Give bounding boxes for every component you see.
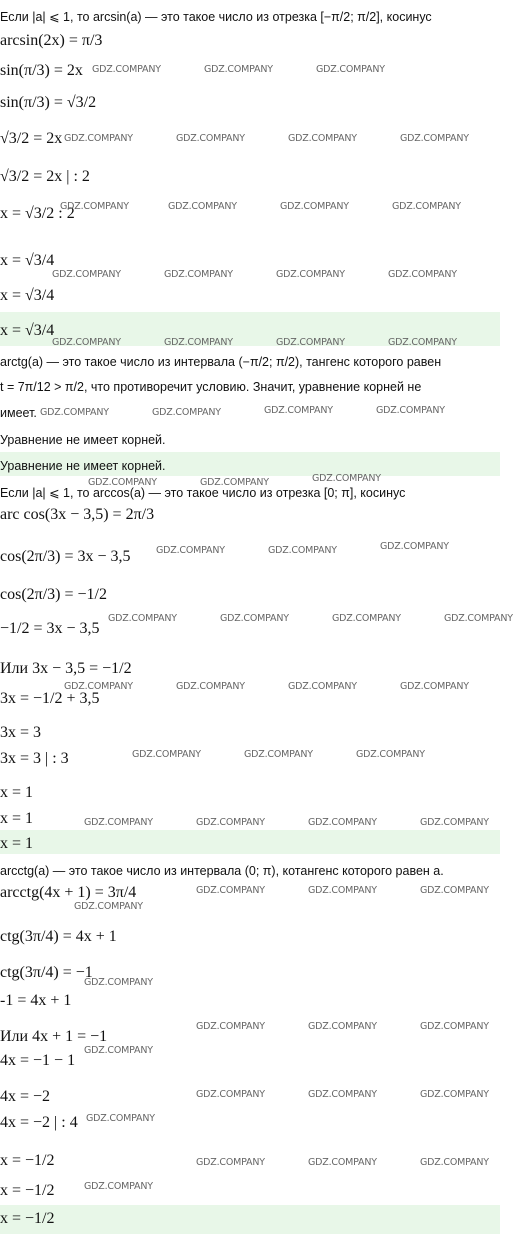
watermark: GDZ.COMPANY — [64, 681, 133, 692]
watermark: GDZ.COMPANY — [264, 405, 333, 416]
watermark: GDZ.COMPANY — [380, 541, 449, 552]
watermark: GDZ.COMPANY — [196, 1089, 265, 1100]
watermark: GDZ.COMPANY — [376, 405, 445, 416]
watermark: GDZ.COMPANY — [444, 613, 513, 624]
watermark: GDZ.COMPANY — [288, 681, 357, 692]
section1-line-4: √3/2 = 2x — [0, 130, 63, 147]
watermark: GDZ.COMPANY — [196, 1157, 265, 1168]
watermark: GDZ.COMPANY — [420, 1089, 489, 1100]
watermark: GDZ.COMPANY — [356, 749, 425, 760]
watermark: GDZ.COMPANY — [92, 64, 161, 75]
section4-line-7: 4x = −2 — [0, 1088, 51, 1105]
watermark: GDZ.COMPANY — [152, 407, 221, 418]
watermark: GDZ.COMPANY — [196, 817, 265, 828]
section4-line-10: x = −1/2 — [0, 1182, 55, 1199]
section4-answer: x = −1/2 — [0, 1210, 55, 1227]
watermark: GDZ.COMPANY — [420, 817, 489, 828]
section3-line-5: Или 3x − 3,5 = −1/2 — [0, 660, 132, 677]
watermark: GDZ.COMPANY — [40, 407, 109, 418]
section3-line-9: x = 1 — [0, 784, 34, 801]
watermark: GDZ.COMPANY — [74, 901, 143, 912]
watermark: GDZ.COMPANY — [84, 817, 153, 828]
watermark: GDZ.COMPANY — [52, 269, 121, 280]
watermark: GDZ.COMPANY — [88, 477, 157, 488]
section4-line-1: arcctg(4x + 1) = 3π/4 — [0, 884, 137, 901]
section4-line-5: Или 4x + 1 = −1 — [0, 1028, 108, 1045]
section3-line-4: −1/2 = 3x − 3,5 — [0, 620, 100, 637]
watermark: GDZ.COMPANY — [420, 885, 489, 896]
section4-intro: arcctg(a) — это такое число из интервала (0; π), котангенс которого равен a. — [0, 864, 444, 878]
section1-line-3: sin(π/3) = √3/2 — [0, 94, 97, 111]
watermark: GDZ.COMPANY — [84, 977, 153, 988]
section3-line-8: 3x = 3 | : 3 — [0, 750, 69, 767]
section3-line-6: 3x = −1/2 + 3,5 — [0, 690, 100, 707]
watermark: GDZ.COMPANY — [420, 1157, 489, 1168]
watermark: GDZ.COMPANY — [308, 1021, 377, 1032]
answer-highlight-4 — [0, 1205, 500, 1234]
section2-intro: arctg(a) — это такое число из интервала (−π/2; π/2), тангенс которого равен — [0, 355, 442, 369]
watermark: GDZ.COMPANY — [84, 1181, 153, 1192]
watermark: GDZ.COMPANY — [86, 1113, 155, 1124]
watermark: GDZ.COMPANY — [388, 269, 457, 280]
section1-line-6: x = √3/2 : 2 — [0, 205, 75, 222]
watermark: GDZ.COMPANY — [64, 133, 133, 144]
section2-line-3: Уравнение не имеет корней. — [0, 433, 166, 447]
watermark: GDZ.COMPANY — [60, 201, 129, 212]
section4-line-4: -1 = 4x + 1 — [0, 992, 72, 1009]
section1-line-1: arcsin(2x) = π/3 — [0, 32, 103, 49]
watermark: GDZ.COMPANY — [400, 133, 469, 144]
watermark: GDZ.COMPANY — [308, 885, 377, 896]
watermark: GDZ.COMPANY — [276, 269, 345, 280]
section4-line-8: 4x = −2 | : 4 — [0, 1114, 78, 1131]
section1-line-7: x = √3/4 — [0, 252, 55, 269]
watermark: GDZ.COMPANY — [164, 337, 233, 348]
watermark: GDZ.COMPANY — [176, 681, 245, 692]
watermark: GDZ.COMPANY — [52, 337, 121, 348]
section1-line-2: sin(π/3) = 2x — [0, 62, 83, 79]
section3-line-3: cos(2π/3) = −1/2 — [0, 586, 107, 603]
section3-line-1: arc cos(3x − 3,5) = 2π/3 — [0, 506, 155, 523]
watermark: GDZ.COMPANY — [132, 749, 201, 760]
watermark: GDZ.COMPANY — [332, 613, 401, 624]
watermark: GDZ.COMPANY — [308, 1157, 377, 1168]
section3-line-2: cos(2π/3) = 3x − 3,5 — [0, 548, 131, 565]
watermark: GDZ.COMPANY — [276, 337, 345, 348]
section4-line-2: ctg(3π/4) = 4x + 1 — [0, 928, 117, 945]
section4-line-3: ctg(3π/4) = −1 — [0, 964, 93, 981]
watermark: GDZ.COMPANY — [268, 545, 337, 556]
section3-line-10: x = 1 — [0, 810, 34, 827]
watermark: GDZ.COMPANY — [156, 545, 225, 556]
watermark: GDZ.COMPANY — [388, 337, 457, 348]
watermark: GDZ.COMPANY — [220, 613, 289, 624]
section1-intro: Если |a| ⩽ 1, то arcsin(a) — это такое число из отрезка [−π/2; π/2], косинус — [0, 10, 432, 24]
section2-line-2: имеет. — [0, 406, 37, 420]
watermark: GDZ.COMPANY — [84, 1045, 153, 1056]
watermark: GDZ.COMPANY — [308, 1089, 377, 1100]
watermark: GDZ.COMPANY — [176, 133, 245, 144]
watermark: GDZ.COMPANY — [204, 64, 273, 75]
section1-line-5: √3/2 = 2x | : 2 — [0, 168, 90, 185]
section4-line-9: x = −1/2 — [0, 1152, 55, 1169]
section1-line-8: x = √3/4 — [0, 287, 55, 304]
section1-answer: x = √3/4 — [0, 322, 55, 339]
watermark: GDZ.COMPANY — [196, 885, 265, 896]
watermark: GDZ.COMPANY — [400, 681, 469, 692]
watermark: GDZ.COMPANY — [392, 201, 461, 212]
section3-answer: x = 1 — [0, 835, 34, 852]
watermark: GDZ.COMPANY — [200, 477, 269, 488]
section3-line-7: 3x = 3 — [0, 724, 42, 741]
section2-line-1: t = 7π/12 > π/2, что противоречит условию. Значит, уравнение корней не — [0, 380, 422, 394]
watermark: GDZ.COMPANY — [244, 749, 313, 760]
watermark: GDZ.COMPANY — [108, 613, 177, 624]
watermark: GDZ.COMPANY — [196, 1021, 265, 1032]
watermark: GDZ.COMPANY — [288, 133, 357, 144]
watermark: GDZ.COMPANY — [168, 201, 237, 212]
section4-line-6: 4x = −1 − 1 — [0, 1052, 76, 1069]
watermark: GDZ.COMPANY — [308, 817, 377, 828]
watermark: GDZ.COMPANY — [316, 64, 385, 75]
watermark: GDZ.COMPANY — [164, 269, 233, 280]
watermark: GDZ.COMPANY — [420, 1021, 489, 1032]
section2-answer: Уравнение не имеет корней. — [0, 459, 166, 473]
section3-intro: Если |a| ⩽ 1, то arccos(a) — это такое число из отрезка [0; π], косинус — [0, 486, 406, 500]
watermark: GDZ.COMPANY — [312, 473, 381, 484]
answer-highlight-3 — [0, 830, 500, 854]
watermark: GDZ.COMPANY — [280, 201, 349, 212]
